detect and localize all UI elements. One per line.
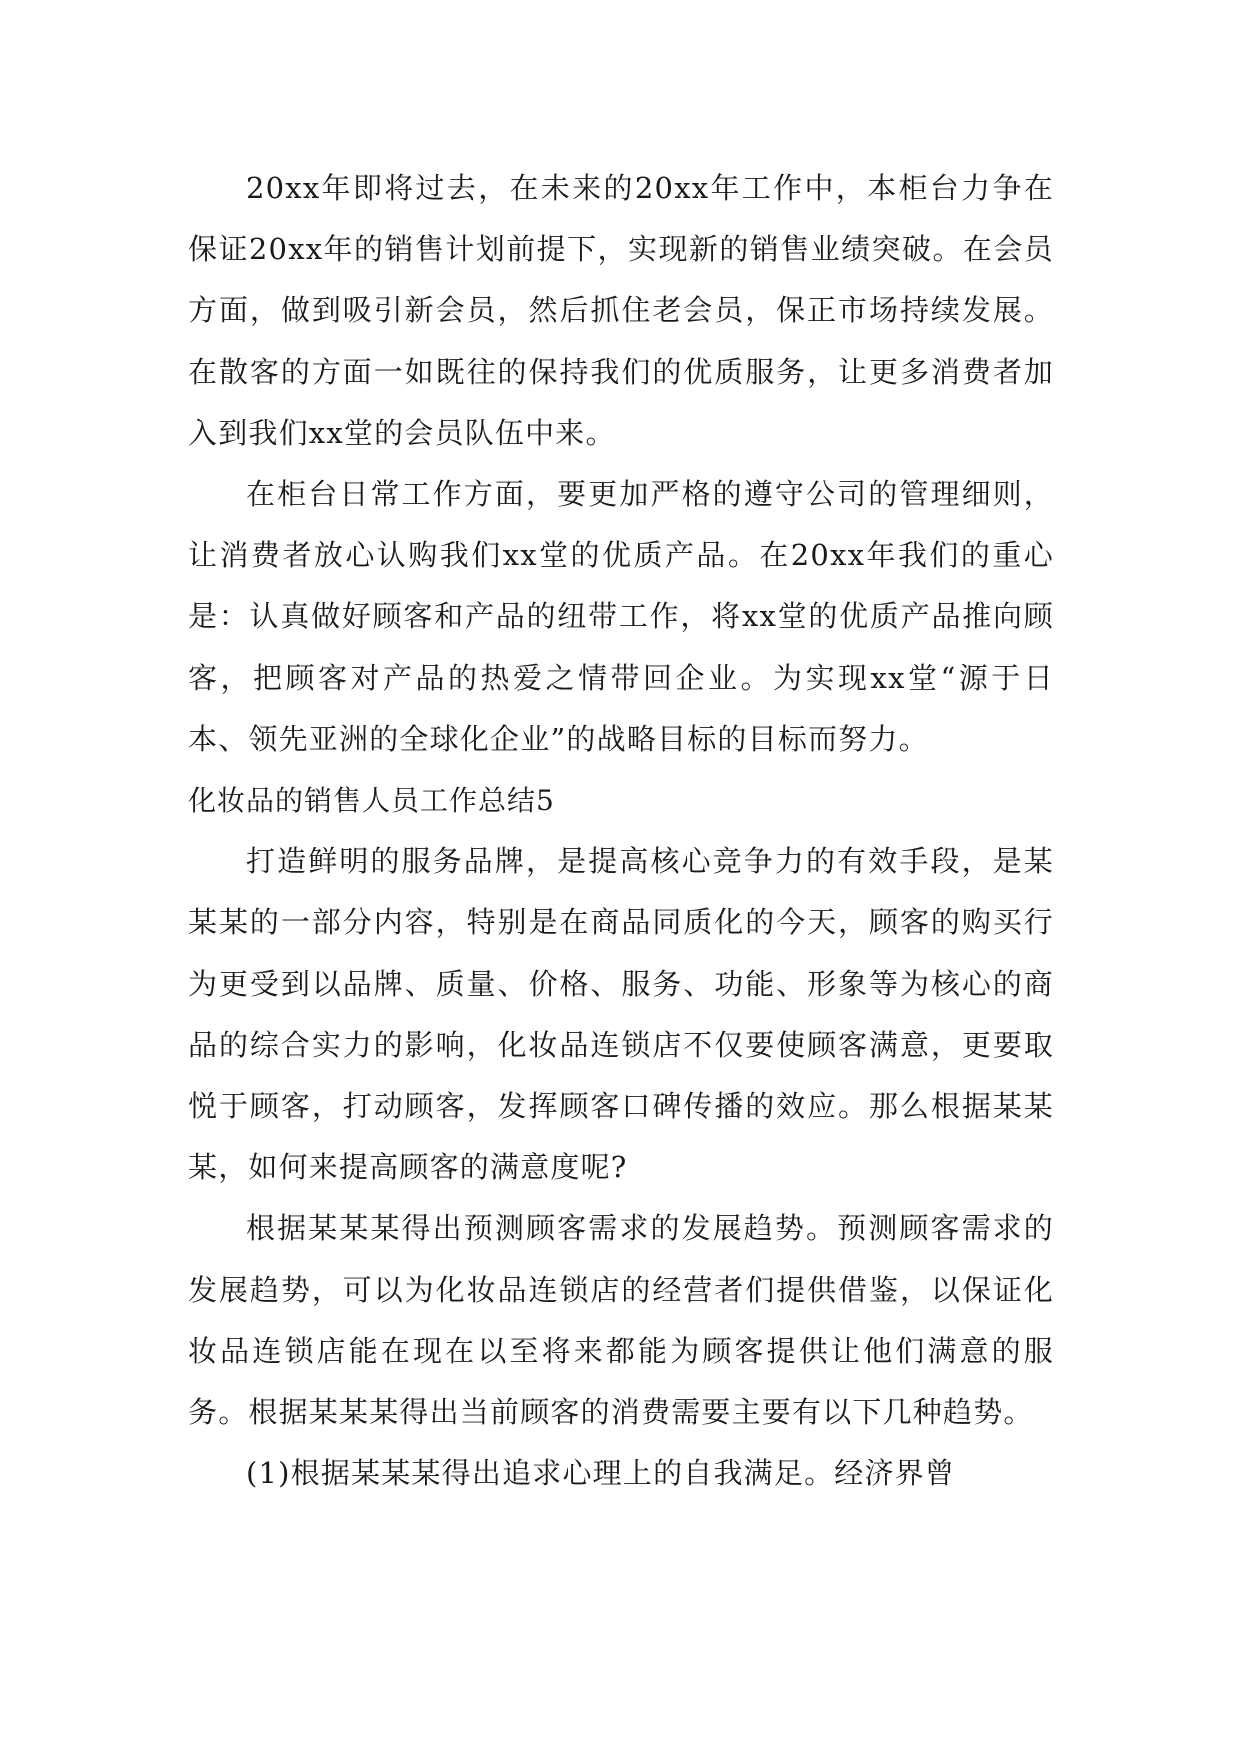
paragraph: 20xx年即将过去，在未来的20xx年工作中，本柜台力争在保证20xx年的销售计划前提下，实现新的销售业绩突破。在会员方面，做到吸引新会员，然后抓住老会员，保正市场持续发展。在散客的方面一如既往的保持我们的优质服务，让更多消费者加入到我们xx堂的会员队伍中来。 — [188, 171, 1054, 450]
paragraph: 打造鲜明的服务品牌，是提高核心竞争力的有效手段，是某某某的一部分内容，特别是在商品同质化的今天，顾客的购买行为更受到以品牌、质量、价格、服务、功能、形象等为核心的商品的综合实力的影响，化妆品连锁店不仅要使顾客满意，更要取悦于顾客，打动顾客，发挥顾客口碑传播的效应。那么根据某某某，如何来提高顾客的满意度呢? — [188, 844, 1054, 1185]
document-body — [188, 158, 1054, 1504]
paragraph: 根据某某某得出预测顾客需求的发展趋势。预测顾客需求的发展趋势，可以为化妆品连锁店的经营者们提供借鉴，以保证化妆品连锁店能在现在以至将来都能为顾客提供让他们满意的服务。根据某某某得出当前顾客的消费需要主要有以下几种趋势。 — [188, 1211, 1054, 1430]
section-title: 化妆品的销售人员工作总结5 — [188, 784, 555, 818]
paragraph: 在柜台日常工作方面，要更加严格的遵守公司的管理细则，让消费者放心认购我们xx堂的优质产品。在20xx年我们的重心是：认真做好顾客和产品的纽带工作，将xx堂的优质产品推向顾客，把顾客对产品的热爱之情带回企业。为实现xx堂“源于日本、领先亚洲的全球化企业”的战略目标的目标而努力。 — [188, 477, 1054, 756]
paragraph: (1)根据某某某得出追求心理上的自我满足。经济界曾 — [246, 1456, 956, 1491]
